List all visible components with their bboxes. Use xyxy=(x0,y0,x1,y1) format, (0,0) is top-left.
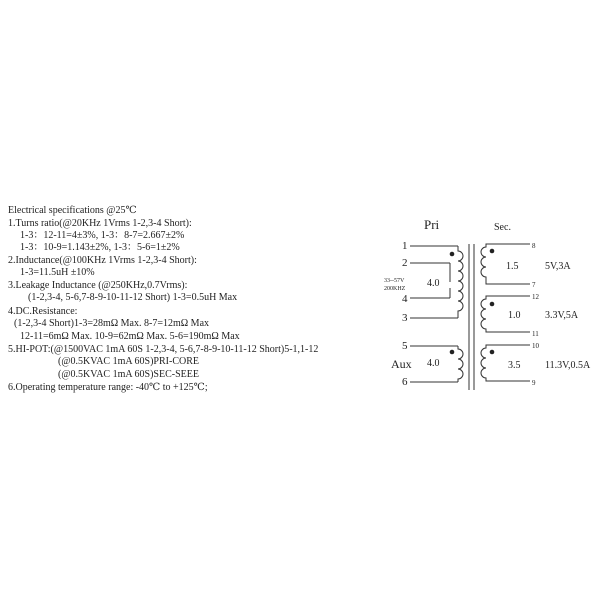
secondary-header: Sec. xyxy=(494,222,511,233)
secondary-1-polarity-dot xyxy=(490,249,495,254)
secondary-1-rating: 5V,3A xyxy=(545,261,571,272)
spec-dc-resistance-header: 4.DC.Resistance: xyxy=(8,306,78,317)
spec-dc-resistance-line-2: 12-11=6mΩ Max. 10-9=62mΩ Max. 5-6=190mΩ Max xyxy=(20,331,240,342)
spec-inductance-header: 2.Inductance(@100KHz 1Vrms 1-2,3-4 Short): xyxy=(8,255,197,266)
spec-hipot-header: 5.HI-POT:(@1500VAC 1mA 60S 1-2,3-4, 5-6,7-8-9-10-11-12 Short)5-1,1-12 xyxy=(8,344,319,355)
spec-leakage-header: 3.Leakage Inductance (@250KHz,0.7Vrms): xyxy=(8,280,188,291)
aux-label: Aux xyxy=(391,357,412,371)
spec-operating-temperature: 6.Operating temperature range: -40℃ to +125℃; xyxy=(8,382,208,393)
secondary-1-turns: 1.5 xyxy=(506,261,519,272)
primary-pin-2: 2 xyxy=(402,257,408,269)
secondary-2-winding xyxy=(481,296,530,332)
primary-header: Pri xyxy=(424,217,440,232)
primary-turns: 4.0 xyxy=(427,278,440,289)
spec-turns-ratio-header: 1.Turns ratio(@20KHz 1Vrms 1-2,3-4 Short): xyxy=(8,218,192,229)
primary-pin-3: 3 xyxy=(402,312,408,324)
secondary-3-rating: 11.3V,0.5A xyxy=(545,360,591,371)
spec-hipot-sec-seee: (@0.5KVAC 1mA 60S)SEC-SEEE xyxy=(58,369,199,380)
aux-pin-5: 5 xyxy=(402,340,408,352)
secondary-2-turns: 1.0 xyxy=(508,310,521,321)
secondary-2-polarity-dot xyxy=(490,302,495,307)
spec-dc-resistance-line-1: (1-2,3-4 Short)1-3=28mΩ Max. 8-7=12mΩ Max xyxy=(14,318,210,329)
secondary-1-pin-start: 8 xyxy=(532,242,536,250)
aux-winding xyxy=(458,346,463,382)
secondary-3-winding xyxy=(481,345,530,381)
spec-title: Electrical specifications @25℃ xyxy=(8,205,137,216)
secondary-2-rating: 3.3V,5A xyxy=(545,310,579,321)
spec-turns-ratio-line-1: 1-3：12-11=4±3%, 1-3：8-7=2.667±2% xyxy=(20,230,185,241)
aux-turns: 4.0 xyxy=(427,358,440,369)
primary-pin-4: 4 xyxy=(402,293,408,305)
spec-inductance-value: 1-3=11.5uH ±10% xyxy=(20,267,95,278)
aux-pin-6: 6 xyxy=(402,376,408,388)
spec-hipot-pri-core: (@0.5KVAC 1mA 60S)PRI-CORE xyxy=(58,356,199,367)
secondary-3-polarity-dot xyxy=(490,350,495,355)
primary-polarity-dot xyxy=(450,252,455,257)
aux-polarity-dot xyxy=(450,350,455,355)
secondary-2-pin-end: 11 xyxy=(532,330,539,338)
secondary-3-turns: 3.5 xyxy=(508,360,521,371)
secondary-3-pin-start: 10 xyxy=(532,342,539,350)
secondary-3-pin-end: 9 xyxy=(532,379,536,387)
spec-leakage-value: (1-2,3-4, 5-6,7-8-9-10-11-12 Short) 1-3=0.5uH Max xyxy=(28,292,238,303)
secondary-1-pin-end: 7 xyxy=(532,281,536,289)
secondary-2-pin-start: 12 xyxy=(532,293,539,301)
freq-note-frequency: 200KHZ xyxy=(384,286,406,292)
primary-winding xyxy=(458,246,463,318)
spec-turns-ratio-line-2: 1-3：10-9=1.143±2%, 1-3：5-6=1±2% xyxy=(20,242,180,253)
primary-pin-1: 1 xyxy=(402,240,408,252)
freq-note-voltage: 33--57V xyxy=(384,278,405,284)
